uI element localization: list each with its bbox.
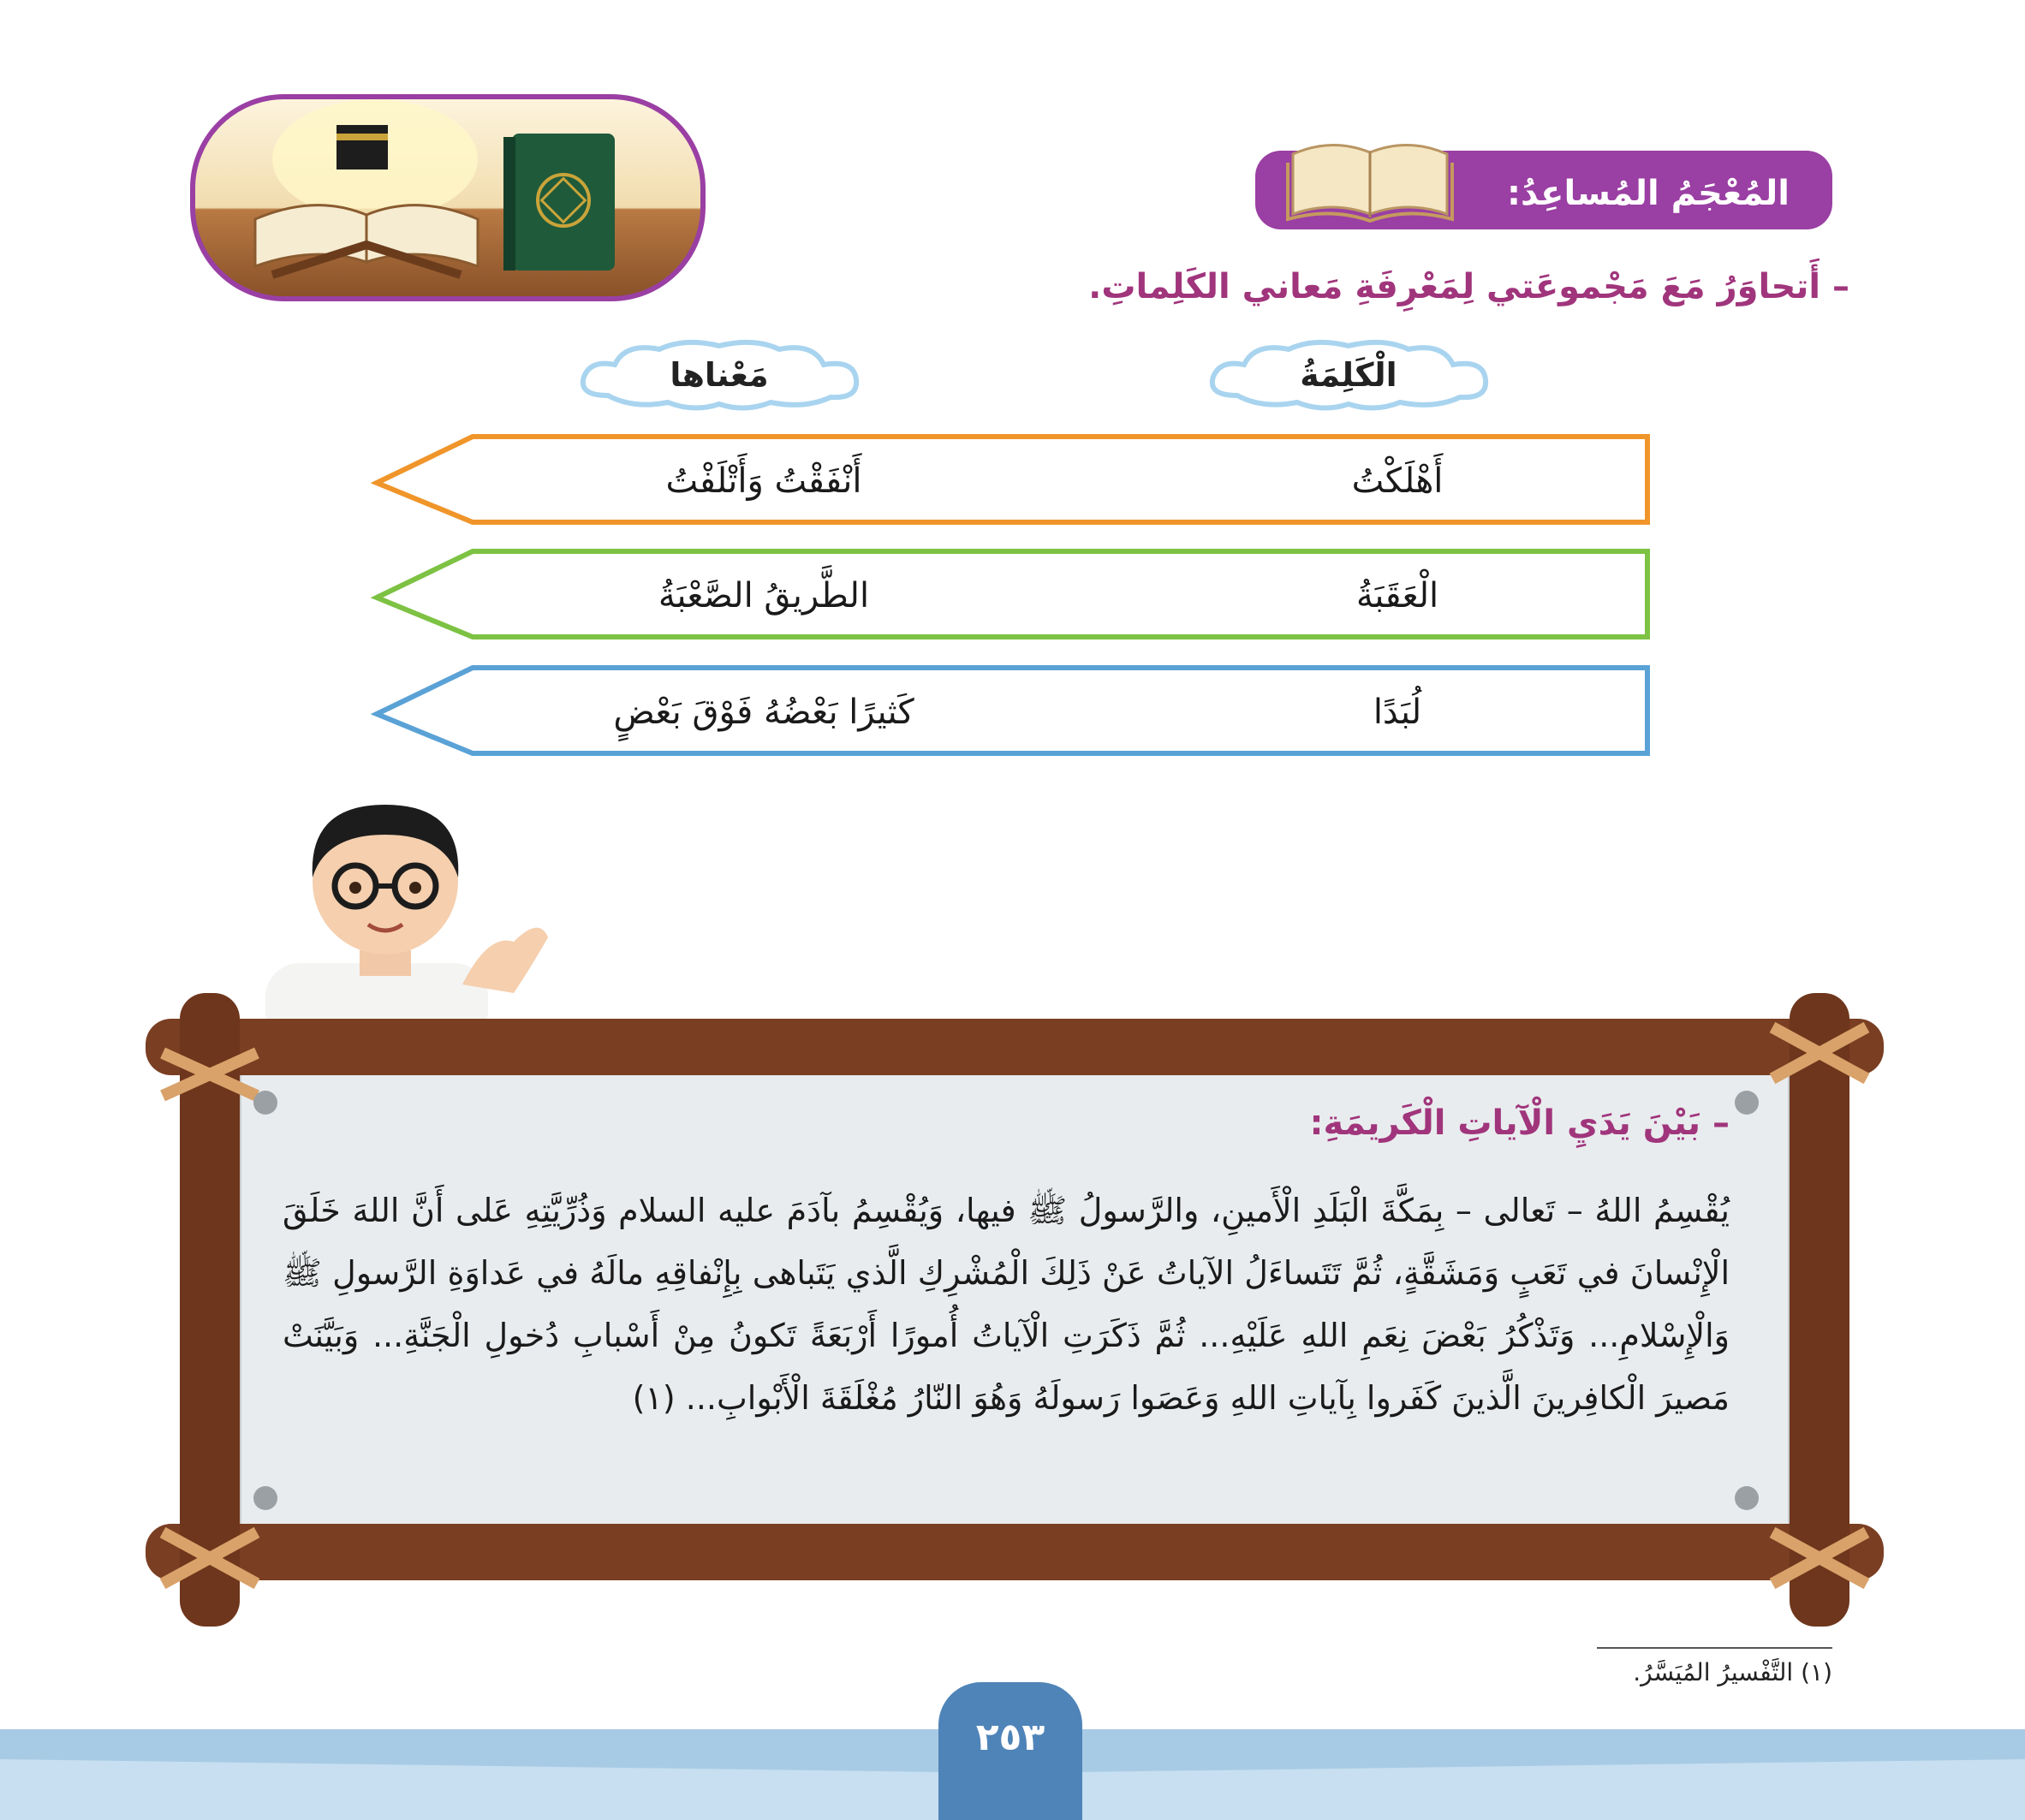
meaning-column-header: [574, 336, 865, 414]
vocab-row: [370, 548, 1654, 644]
meaning-column-label: مَعْناها: [670, 356, 769, 394]
board-paragraph: يُقْسِمُ اللهُ – تَعالى – بِمَكَّةَ الْبَلَدِ الْأَمينِ، والرَّسولُ ﷺ فيها، وَيُقْسِمُ بآدَمَ عليه السلام وَذُرِّيَّتِهِ عَلى أَنَّ اللهَ خَلَقَ الْإِنْسانَ في تَعَبٍ وَمَشَقَّةٍ، ثُمَّ تَتَساءَلُ الآياتُ عَنْ ذَلِكَ الْمُشْرِكِ الَّذي يَتَباهى بِإِنْفاقِهِ مالَهُ في عَداوَةِ الرَّسولِ ﷺ وَالْإِسْلامِ... وَتَذْكُرُ بَعْضَ نِعَمِ اللهِ عَلَيْهِ... ثُمَّ ذَكَرَتِ الْآياتُ أُمورًا أَرْبَعَةً تَكونُ مِنْ أَسْبابِ دُخولِ الْجَنَّةِ... وَبَيَّنَتْ مَصيرَ الْكافِرينَ الَّذينَ كَفَروا بِآياتِ اللهِ وَعَصَوا رَسولَهُ وَهُوَ النّارُ مُغْلَقَةَ الْأَبْوابِ... (١): [283, 1192, 1730, 1417]
word-column-label: الْكَلِمَةُ: [1300, 356, 1397, 394]
section-title: المُعْجَمُ المُساعِدُ:: [1507, 174, 1790, 213]
instruction-text: – أَتحاوَرُ مَعَ مَجْموعَتي لِمَعْرِفَةِ مَعاني الكَلِماتِ.: [1088, 267, 1849, 306]
vocab-meaning: الطَّريقُ الصَّعْبَةُ: [658, 576, 870, 616]
open-book-icon: [1284, 128, 1456, 223]
footnote-divider: [1597, 1647, 1832, 1649]
vocab-word: لُبَدًا: [1373, 693, 1422, 732]
quran-kaaba-illustration: [190, 94, 706, 301]
vocab-meaning: أَنْفَقْتُ وَأَتْلَفْتُ: [665, 461, 862, 501]
word-column-header: [1203, 336, 1494, 414]
vocab-row: [370, 664, 1654, 760]
vocab-meaning: كَثيرًا بَعْضُهُ فَوْقَ بَعْضٍ: [613, 693, 914, 732]
page-number: ٢٥٣: [975, 1716, 1045, 1759]
vocab-row: [370, 433, 1654, 529]
footnote: (١) التَّفْسيرُ المُيَسَّرُ.: [1633, 1658, 1832, 1686]
vocab-word: أَهْلَكْتُ: [1351, 461, 1444, 501]
board-heading: – بَيْنَ يَدَيِ الْآياتِ الْكَريمَةِ:: [1309, 1103, 1730, 1143]
vocab-word: الْعَقَبَةُ: [1355, 576, 1439, 616]
